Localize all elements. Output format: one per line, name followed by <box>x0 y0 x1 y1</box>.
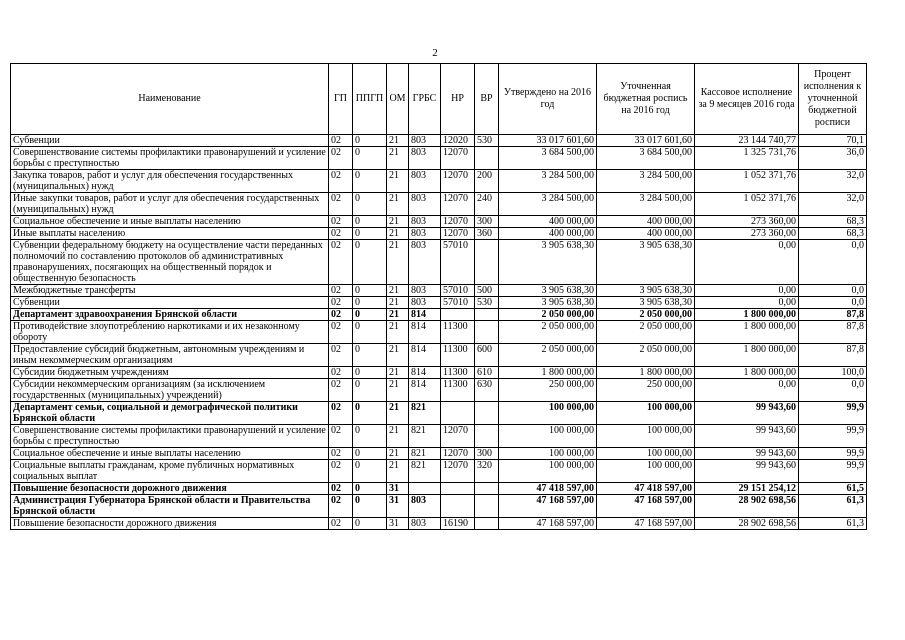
table-row <box>11 402 867 425</box>
cell-approved: 3 905 638,30 <box>499 297 597 309</box>
cell-cash: 99 943,60 <box>695 448 799 460</box>
cell-refined: 400 000,00 <box>597 228 695 240</box>
table-row <box>11 285 867 297</box>
cell-gp: 02 <box>329 425 353 448</box>
cell-name: Социальное обеспечение и иные выплаты населению <box>11 216 329 228</box>
header-name: Наименование <box>11 64 329 135</box>
cell-refined: 100 000,00 <box>597 448 695 460</box>
cell-grbs: 803 <box>409 193 441 216</box>
cell-name: Противодействие злоупотреблению наркотиками и их незаконному обороту <box>11 321 329 344</box>
cell-percent: 32,0 <box>799 170 867 193</box>
cell-percent: 32,0 <box>799 193 867 216</box>
cell-name: Департамент здравоохранения Брянской области <box>11 309 329 321</box>
cell-vr <box>475 147 499 170</box>
cell-approved: 100 000,00 <box>499 402 597 425</box>
cell-cash: 28 902 698,56 <box>695 518 799 530</box>
cell-percent: 0,0 <box>799 285 867 297</box>
header-approved: Утверждено на 2016 год <box>499 64 597 135</box>
cell-percent: 61,3 <box>799 495 867 518</box>
cell-gp: 02 <box>329 309 353 321</box>
cell-np: 57010 <box>441 297 475 309</box>
header-np: НР <box>441 64 475 135</box>
cell-om: 31 <box>387 495 409 518</box>
cell-grbs: 814 <box>409 309 441 321</box>
cell-np: 11300 <box>441 321 475 344</box>
cell-approved: 3 905 638,30 <box>499 240 597 285</box>
cell-cash: 1 052 371,76 <box>695 170 799 193</box>
cell-om: 21 <box>387 379 409 402</box>
cell-om: 21 <box>387 193 409 216</box>
table-row <box>11 460 867 483</box>
cell-ppgp: 0 <box>353 297 387 309</box>
cell-approved: 3 284 500,00 <box>499 193 597 216</box>
cell-refined: 1 800 000,00 <box>597 367 695 379</box>
cell-cash: 23 144 740,77 <box>695 135 799 147</box>
cell-refined: 100 000,00 <box>597 460 695 483</box>
header-om: ОМ <box>387 64 409 135</box>
cell-ppgp: 0 <box>353 425 387 448</box>
cell-percent: 99,9 <box>799 460 867 483</box>
cell-ppgp: 0 <box>353 193 387 216</box>
cell-refined: 3 284 500,00 <box>597 170 695 193</box>
cell-om: 21 <box>387 460 409 483</box>
cell-cash: 1 800 000,00 <box>695 321 799 344</box>
cell-grbs: 814 <box>409 321 441 344</box>
table-row <box>11 495 867 518</box>
cell-vr <box>475 495 499 518</box>
cell-cash: 99 943,60 <box>695 425 799 448</box>
cell-grbs: 803 <box>409 147 441 170</box>
table-row <box>11 367 867 379</box>
cell-percent: 0,0 <box>799 240 867 285</box>
cell-cash: 1 325 731,76 <box>695 147 799 170</box>
cell-np: 12070 <box>441 193 475 216</box>
cell-vr: 600 <box>475 344 499 367</box>
cell-ppgp: 0 <box>353 285 387 297</box>
cell-cash: 0,00 <box>695 297 799 309</box>
cell-vr: 360 <box>475 228 499 240</box>
cell-np: 12070 <box>441 460 475 483</box>
cell-refined: 250 000,00 <box>597 379 695 402</box>
cell-name: Повышение безопасности дорожного движения <box>11 483 329 495</box>
cell-approved: 3 284 500,00 <box>499 170 597 193</box>
cell-grbs: 803 <box>409 495 441 518</box>
cell-vr <box>475 483 499 495</box>
cell-refined: 400 000,00 <box>597 216 695 228</box>
cell-vr <box>475 309 499 321</box>
cell-gp: 02 <box>329 518 353 530</box>
table-row <box>11 240 867 285</box>
cell-approved: 100 000,00 <box>499 460 597 483</box>
cell-refined: 2 050 000,00 <box>597 321 695 344</box>
cell-percent: 36,0 <box>799 147 867 170</box>
cell-np: 12070 <box>441 216 475 228</box>
table-row <box>11 170 867 193</box>
cell-cash: 273 360,00 <box>695 216 799 228</box>
cell-refined: 100 000,00 <box>597 425 695 448</box>
cell-refined: 3 905 638,30 <box>597 240 695 285</box>
cell-percent: 0,0 <box>799 379 867 402</box>
header-cash: Кассовое исполнение за 9 месяцев 2016 года <box>695 64 799 135</box>
cell-ppgp: 0 <box>353 367 387 379</box>
header-percent: Процент исполнения к уточненной бюджетной росписи <box>799 64 867 135</box>
cell-gp: 02 <box>329 216 353 228</box>
cell-name: Субвенции <box>11 297 329 309</box>
cell-grbs: 814 <box>409 379 441 402</box>
cell-approved: 2 050 000,00 <box>499 309 597 321</box>
cell-name: Субсидии некоммерческим организациям (за исключением государственных (муниципальных) учреждений) <box>11 379 329 402</box>
cell-np: 16190 <box>441 518 475 530</box>
cell-refined: 3 284 500,00 <box>597 193 695 216</box>
cell-name: Иные закупки товаров, работ и услуг для обеспечения государственных (муниципальных) нужд <box>11 193 329 216</box>
cell-om: 21 <box>387 216 409 228</box>
cell-ppgp: 0 <box>353 147 387 170</box>
cell-approved: 33 017 601,60 <box>499 135 597 147</box>
cell-grbs <box>409 483 441 495</box>
table-row <box>11 518 867 530</box>
cell-om: 21 <box>387 425 409 448</box>
cell-percent: 87,8 <box>799 309 867 321</box>
cell-grbs: 821 <box>409 402 441 425</box>
cell-refined: 47 418 597,00 <box>597 483 695 495</box>
table-row <box>11 448 867 460</box>
table-row <box>11 147 867 170</box>
cell-grbs: 803 <box>409 297 441 309</box>
table-row <box>11 216 867 228</box>
cell-percent: 61,3 <box>799 518 867 530</box>
cell-cash: 28 902 698,56 <box>695 495 799 518</box>
table-row <box>11 135 867 147</box>
cell-grbs: 821 <box>409 425 441 448</box>
cell-gp: 02 <box>329 367 353 379</box>
cell-vr <box>475 425 499 448</box>
cell-gp: 02 <box>329 495 353 518</box>
cell-cash: 0,00 <box>695 379 799 402</box>
cell-np: 57010 <box>441 240 475 285</box>
cell-vr: 530 <box>475 297 499 309</box>
cell-name: Межбюджетные трансферты <box>11 285 329 297</box>
cell-gp: 02 <box>329 402 353 425</box>
table-row <box>11 483 867 495</box>
cell-np: 12070 <box>441 425 475 448</box>
cell-vr: 300 <box>475 448 499 460</box>
cell-ppgp: 0 <box>353 344 387 367</box>
cell-approved: 100 000,00 <box>499 448 597 460</box>
cell-gp: 02 <box>329 285 353 297</box>
cell-approved: 100 000,00 <box>499 425 597 448</box>
cell-refined: 47 168 597,00 <box>597 495 695 518</box>
cell-vr: 630 <box>475 379 499 402</box>
cell-vr: 320 <box>475 460 499 483</box>
cell-om: 21 <box>387 147 409 170</box>
cell-cash: 0,00 <box>695 285 799 297</box>
header-ppgp: ППГП <box>353 64 387 135</box>
cell-vr: 300 <box>475 216 499 228</box>
cell-np <box>441 483 475 495</box>
cell-name: Социальные выплаты гражданам, кроме публичных нормативных социальных выплат <box>11 460 329 483</box>
cell-refined: 3 905 638,30 <box>597 285 695 297</box>
table-header <box>11 64 867 135</box>
cell-ppgp: 0 <box>353 483 387 495</box>
cell-ppgp: 0 <box>353 240 387 285</box>
cell-np: 12070 <box>441 228 475 240</box>
cell-ppgp: 0 <box>353 402 387 425</box>
cell-approved: 3 684 500,00 <box>499 147 597 170</box>
cell-name: Социальное обеспечение и иные выплаты населению <box>11 448 329 460</box>
cell-om: 21 <box>387 297 409 309</box>
cell-ppgp: 0 <box>353 448 387 460</box>
cell-percent: 70,1 <box>799 135 867 147</box>
cell-np: 12070 <box>441 448 475 460</box>
cell-gp: 02 <box>329 193 353 216</box>
table-row <box>11 321 867 344</box>
cell-om: 21 <box>387 344 409 367</box>
cell-grbs: 814 <box>409 367 441 379</box>
cell-grbs: 803 <box>409 135 441 147</box>
cell-np <box>441 402 475 425</box>
header-vr: ВР <box>475 64 499 135</box>
budget-table <box>10 63 867 530</box>
cell-cash: 1 052 371,76 <box>695 193 799 216</box>
cell-name: Субвенции <box>11 135 329 147</box>
cell-grbs: 803 <box>409 228 441 240</box>
cell-np: 12070 <box>441 147 475 170</box>
cell-gp: 02 <box>329 170 353 193</box>
cell-ppgp: 0 <box>353 216 387 228</box>
page-number: 2 <box>432 47 438 59</box>
cell-name: Совершенствование системы профилактики правонарушений и усиление борьбы с преступностью <box>11 425 329 448</box>
cell-vr: 500 <box>475 285 499 297</box>
cell-percent: 99,9 <box>799 425 867 448</box>
cell-om: 21 <box>387 135 409 147</box>
cell-name: Закупка товаров, работ и услуг для обеспечения государственных (муниципальных) нужд <box>11 170 329 193</box>
cell-gp: 02 <box>329 483 353 495</box>
cell-np: 11300 <box>441 367 475 379</box>
cell-name: Субсидии бюджетным учреждениям <box>11 367 329 379</box>
cell-cash: 99 943,60 <box>695 460 799 483</box>
cell-om: 21 <box>387 285 409 297</box>
cell-name: Субвенции федеральному бюджету на осуществление части переданных полномочий по составлению протоколов об административных правонарушениях, посягающих на общественный порядок и общественную безопасность <box>11 240 329 285</box>
cell-cash: 273 360,00 <box>695 228 799 240</box>
cell-refined: 2 050 000,00 <box>597 344 695 367</box>
cell-om: 31 <box>387 518 409 530</box>
cell-cash: 99 943,60 <box>695 402 799 425</box>
cell-percent: 68,3 <box>799 216 867 228</box>
cell-vr <box>475 321 499 344</box>
cell-np <box>441 495 475 518</box>
cell-approved: 47 418 597,00 <box>499 483 597 495</box>
cell-om: 21 <box>387 309 409 321</box>
cell-refined: 33 017 601,60 <box>597 135 695 147</box>
cell-refined: 100 000,00 <box>597 402 695 425</box>
cell-name: Предоставление субсидий бюджетным, автономным учреждениям и иным некоммерческим организациям <box>11 344 329 367</box>
table-row <box>11 425 867 448</box>
cell-percent: 68,3 <box>799 228 867 240</box>
cell-np: 12070 <box>441 170 475 193</box>
cell-approved: 250 000,00 <box>499 379 597 402</box>
cell-om: 31 <box>387 483 409 495</box>
cell-ppgp: 0 <box>353 460 387 483</box>
cell-gp: 02 <box>329 460 353 483</box>
cell-gp: 02 <box>329 297 353 309</box>
cell-approved: 3 905 638,30 <box>499 285 597 297</box>
table-row <box>11 193 867 216</box>
cell-gp: 02 <box>329 448 353 460</box>
cell-cash: 29 151 254,12 <box>695 483 799 495</box>
cell-gp: 02 <box>329 240 353 285</box>
cell-percent: 99,9 <box>799 402 867 425</box>
cell-percent: 99,9 <box>799 448 867 460</box>
cell-om: 21 <box>387 402 409 425</box>
cell-approved: 2 050 000,00 <box>499 321 597 344</box>
cell-approved: 2 050 000,00 <box>499 344 597 367</box>
cell-grbs: 803 <box>409 240 441 285</box>
table-row <box>11 297 867 309</box>
cell-refined: 3 684 500,00 <box>597 147 695 170</box>
cell-refined: 2 050 000,00 <box>597 309 695 321</box>
cell-percent: 100,0 <box>799 367 867 379</box>
cell-vr: 200 <box>475 170 499 193</box>
header-gp: ГП <box>329 64 353 135</box>
cell-gp: 02 <box>329 379 353 402</box>
cell-refined: 47 168 597,00 <box>597 518 695 530</box>
cell-vr: 610 <box>475 367 499 379</box>
cell-percent: 87,8 <box>799 321 867 344</box>
cell-np: 12020 <box>441 135 475 147</box>
cell-ppgp: 0 <box>353 135 387 147</box>
cell-gp: 02 <box>329 228 353 240</box>
header-refined: Уточненная бюджетная роспись на 2016 год <box>597 64 695 135</box>
cell-cash: 1 800 000,00 <box>695 309 799 321</box>
cell-gp: 02 <box>329 321 353 344</box>
cell-percent: 87,8 <box>799 344 867 367</box>
cell-name: Департамент семьи, социальной и демографической политики Брянской области <box>11 402 329 425</box>
cell-name: Администрация Губернатора Брянской области и Правительства Брянской области <box>11 495 329 518</box>
cell-vr <box>475 240 499 285</box>
cell-gp: 02 <box>329 147 353 170</box>
table-body <box>11 135 867 530</box>
cell-cash: 1 800 000,00 <box>695 367 799 379</box>
table-row <box>11 379 867 402</box>
cell-gp: 02 <box>329 135 353 147</box>
header-grbs: ГРБС <box>409 64 441 135</box>
cell-approved: 47 168 597,00 <box>499 518 597 530</box>
cell-ppgp: 0 <box>353 495 387 518</box>
table-row <box>11 309 867 321</box>
cell-grbs: 803 <box>409 170 441 193</box>
cell-np: 11300 <box>441 344 475 367</box>
cell-ppgp: 0 <box>353 228 387 240</box>
cell-ppgp: 0 <box>353 518 387 530</box>
cell-approved: 400 000,00 <box>499 216 597 228</box>
cell-name: Иные выплаты населению <box>11 228 329 240</box>
cell-grbs: 803 <box>409 285 441 297</box>
cell-np: 11300 <box>441 379 475 402</box>
cell-grbs: 803 <box>409 518 441 530</box>
cell-om: 21 <box>387 228 409 240</box>
cell-ppgp: 0 <box>353 170 387 193</box>
table-row <box>11 344 867 367</box>
cell-name: Повышение безопасности дорожного движения <box>11 518 329 530</box>
cell-cash: 0,00 <box>695 240 799 285</box>
cell-om: 21 <box>387 240 409 285</box>
cell-grbs: 814 <box>409 344 441 367</box>
cell-name: Совершенствование системы профилактики правонарушений и усиление борьбы с преступностью <box>11 147 329 170</box>
cell-cash: 1 800 000,00 <box>695 344 799 367</box>
cell-om: 21 <box>387 321 409 344</box>
cell-approved: 47 168 597,00 <box>499 495 597 518</box>
cell-ppgp: 0 <box>353 379 387 402</box>
cell-grbs: 803 <box>409 216 441 228</box>
cell-np <box>441 309 475 321</box>
cell-vr: 530 <box>475 135 499 147</box>
cell-np: 57010 <box>441 285 475 297</box>
cell-grbs: 821 <box>409 460 441 483</box>
cell-percent: 61,5 <box>799 483 867 495</box>
cell-vr: 240 <box>475 193 499 216</box>
table-row <box>11 228 867 240</box>
cell-approved: 400 000,00 <box>499 228 597 240</box>
cell-ppgp: 0 <box>353 321 387 344</box>
cell-gp: 02 <box>329 344 353 367</box>
cell-vr <box>475 402 499 425</box>
cell-om: 21 <box>387 170 409 193</box>
cell-ppgp: 0 <box>353 309 387 321</box>
cell-om: 21 <box>387 367 409 379</box>
cell-om: 21 <box>387 448 409 460</box>
cell-grbs: 821 <box>409 448 441 460</box>
cell-vr <box>475 518 499 530</box>
cell-refined: 3 905 638,30 <box>597 297 695 309</box>
cell-percent: 0,0 <box>799 297 867 309</box>
cell-approved: 1 800 000,00 <box>499 367 597 379</box>
